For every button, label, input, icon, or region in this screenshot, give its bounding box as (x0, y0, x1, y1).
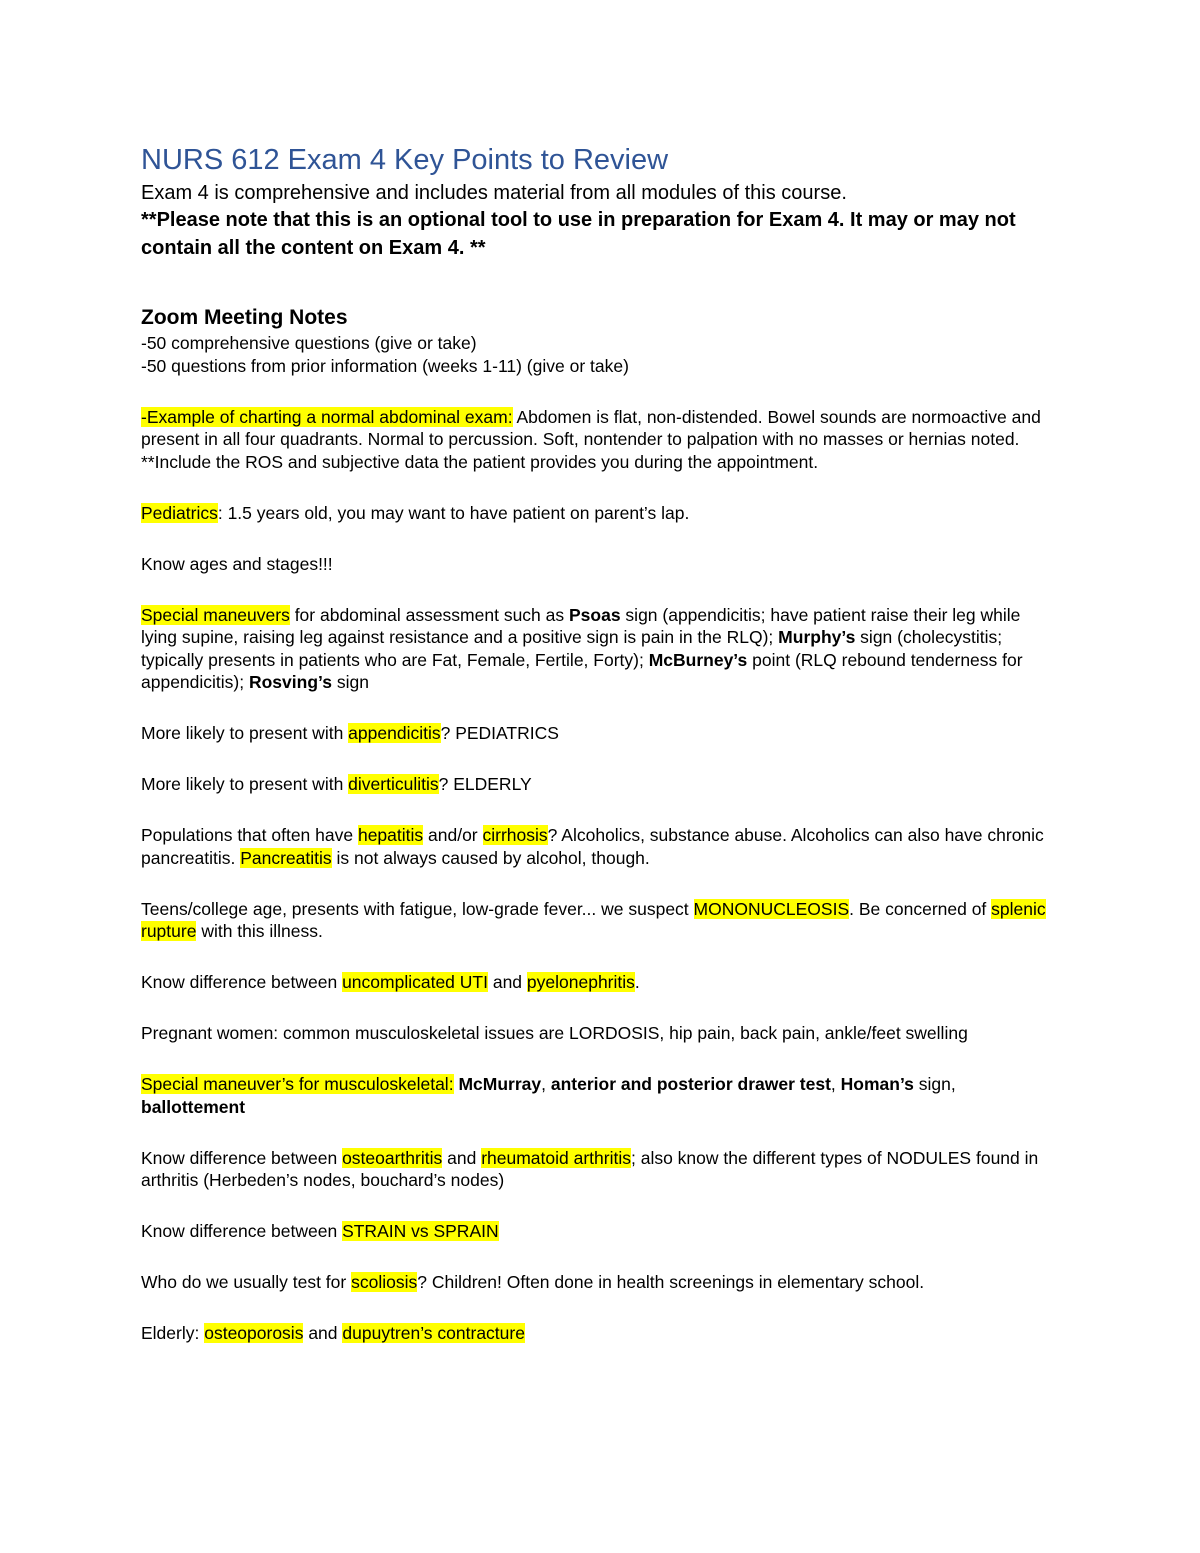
highlighted-term: scoliosis (351, 1272, 418, 1292)
optional-tool-note: **Please note that this is an optional tool to use in preparation for Exam 4. It may or may not contain all the content on Exam 4. ** (141, 209, 1016, 259)
bold-term: McBurney’s (648, 649, 748, 670)
note-paragraph (141, 1220, 1061, 1243)
highlighted-term: uncomplicated UTI (342, 972, 488, 992)
note-paragraph (141, 722, 1061, 745)
paragraph-text: for abdominal assessment such as (289, 604, 569, 625)
paragraph-text: ? Children! Often done in health screenings in elementary school. (417, 1272, 925, 1292)
bold-term: McMurray (458, 1074, 542, 1094)
note-paragraph (141, 1271, 1061, 1294)
note-paragraph (141, 604, 1061, 694)
zoom-note-line: -50 comprehensive questions (give or take) (141, 333, 477, 353)
paragraph-text: sign (331, 672, 369, 692)
paragraph-text: Elderly: (141, 1323, 205, 1343)
note-paragraph (141, 773, 1061, 796)
paragraph-text: Populations that often have (141, 825, 358, 845)
highlighted-term: splenic rupture (141, 898, 1046, 941)
paragraph-text: ; also know the different types of NODULES found in arthritis (Herbeden’s nodes, bouchard’s nodes) (141, 1147, 1039, 1190)
note-paragraph (141, 1322, 1061, 1345)
note-paragraph (141, 502, 1061, 525)
paragraph-text: is not always caused by alcohol, though. (331, 847, 650, 868)
bold-term: Homan’s (840, 1074, 914, 1094)
zoom-note-line: -50 questions from prior information (weeks 1-11) (give or take) (141, 355, 629, 376)
note-paragraph (141, 1022, 1061, 1045)
highlighted-term: appendicitis (348, 723, 441, 743)
note-paragraph (141, 1073, 1061, 1118)
note-paragraph (141, 406, 1061, 474)
paragraph-text: ? ELDERLY (438, 774, 532, 794)
paragraph-text: sign, (913, 1074, 956, 1094)
highlighted-term: -Example of charting a normal abdominal exam: (141, 406, 513, 427)
bold-term: anterior and posterior drawer test (550, 1074, 831, 1094)
highlighted-term: osteoarthritis (342, 1147, 443, 1168)
paragraph-text: : 1.5 years old, you may want to have patient on parent’s lap. (217, 502, 690, 523)
paragraph-text: ? Alcoholics, substance abuse. Alcoholics can also have chronic pancreatitis. (141, 825, 1044, 868)
highlighted-term: STRAIN vs SPRAIN (342, 1221, 499, 1241)
paragraph-text: More likely to present with (141, 723, 349, 743)
paragraph-text: Know difference between (141, 1147, 343, 1168)
highlighted-term: dupuytren’s contracture (342, 1323, 525, 1343)
note-paragraph (141, 1147, 1061, 1192)
highlighted-term: Special maneuvers (141, 604, 290, 625)
paragraph-text: and (303, 1323, 343, 1343)
paragraph-text: , (830, 1074, 841, 1094)
zoom-meeting-heading: Zoom Meeting Notes (141, 306, 348, 329)
paragraph-text: ? PEDIATRICS (440, 723, 559, 743)
note-paragraph (141, 824, 1061, 869)
highlighted-term: osteoporosis (204, 1323, 304, 1343)
document-subtitle: Exam 4 is comprehensive and includes material from all modules of this course. (141, 182, 847, 204)
paragraph-text: . (634, 972, 640, 992)
paragraph-text: , (541, 1074, 551, 1094)
notes-paragraphs (141, 406, 1061, 1345)
paragraph-text: . Be concerned of (849, 898, 992, 919)
highlighted-term: MONONUCLEOSIS (693, 898, 850, 919)
note-paragraph (141, 971, 1061, 994)
document-body (141, 142, 1061, 1345)
note-paragraph (141, 553, 1061, 576)
highlighted-term: pyelonephritis (526, 972, 635, 992)
paragraph-text: and (442, 1147, 482, 1168)
paragraph-text: and/or (423, 825, 483, 845)
paragraph-text: Teens/college age, presents with fatigue, low-grade fever... we suspect (141, 898, 694, 919)
highlighted-term: Pancreatitis (240, 847, 332, 868)
highlighted-term: hepatitis (357, 825, 424, 845)
bold-term: Psoas (569, 604, 621, 625)
paragraph-text: and (487, 972, 527, 992)
note-paragraph (141, 898, 1061, 943)
paragraph-text: Know difference between (141, 972, 343, 992)
document-title: NURS 612 Exam 4 Key Points to Review (141, 144, 669, 176)
paragraph-text: sign (cholecystitis; typically presents in patients who are Fat, Female, Fertile, Forty); (141, 627, 1003, 670)
highlighted-term: Special maneuver’s for musculoskeletal: (141, 1074, 454, 1094)
paragraph-text: point (RLQ rebound tenderness for appendicitis); (141, 649, 1023, 692)
bold-term: Murphy’s (778, 627, 856, 647)
paragraph-text: Who do we usually test for (141, 1272, 352, 1292)
highlighted-term: cirrhosis (482, 825, 548, 845)
highlighted-term: rheumatoid arthritis (481, 1147, 631, 1168)
highlighted-term: Pediatrics (141, 502, 218, 523)
highlighted-term: diverticulitis (348, 774, 439, 794)
paragraph-text: Know ages and stages!!! (141, 553, 333, 574)
paragraph-text: with this illness. (196, 921, 323, 941)
paragraph-text: sign (appendicitis; have patient raise their leg while lying supine, raising leg against resistance and a positive sign is pain in the RLQ); (141, 604, 1021, 647)
bold-term: Rosving’s (248, 672, 332, 692)
paragraph-text: More likely to present with (141, 774, 349, 794)
bold-term: ballottement (141, 1096, 246, 1117)
paragraph-text: Abdomen is flat, non-distended. Bowel sounds are normoactive and present in all four quadrants. Normal to percussion. Soft, nontender to palpation with no masses or hernias noted. **Include the ROS and subjective data the patient provides you during the appointment. (141, 406, 1041, 472)
paragraph-text: Know difference between (141, 1221, 343, 1241)
paragraph-text: Pregnant women: common musculoskeletal issues are LORDOSIS, hip pain, back pain, ankle/feet swelling (141, 1023, 968, 1043)
